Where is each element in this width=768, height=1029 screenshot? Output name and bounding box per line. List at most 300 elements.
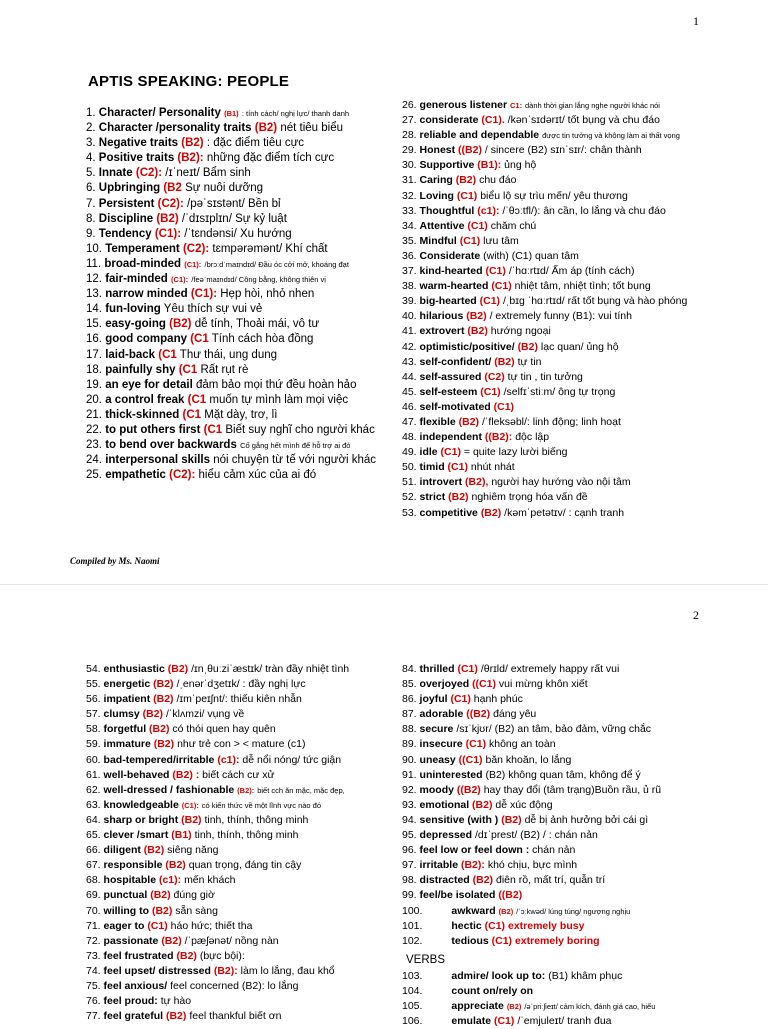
entry-level: (C1) <box>491 280 512 293</box>
entry-term: uninterested <box>419 768 483 781</box>
vocab-entry <box>402 737 708 752</box>
entry-term: emulate <box>451 1015 492 1028</box>
entry-definition: nét tiêu biểu <box>280 122 344 135</box>
entry-definition: Sự nuôi dưỡng <box>185 182 263 195</box>
vocab-entry <box>86 949 396 964</box>
entry-number: 64. <box>86 813 101 826</box>
entry-level: (C1): <box>184 259 202 269</box>
entry-level: (B2) <box>506 1001 522 1011</box>
entry-level: (B2) <box>165 1010 187 1023</box>
entry-definition: /brɔːdˈmaɪndɪd/ Đầu óc cởi mở, khoáng đạt <box>204 259 349 269</box>
entry-level: ((C1) <box>458 753 483 766</box>
entry-definition: lạc quan/ ủng hộ <box>540 340 619 353</box>
entry-number: 74. <box>86 964 101 977</box>
entry-term: clumsy <box>103 708 140 721</box>
entry-level: (B2) <box>181 813 202 826</box>
vocab-entry <box>402 279 702 294</box>
entry-term: Upbringing <box>98 182 161 195</box>
entry-level: (C1) <box>467 219 488 232</box>
entry-term: joyful <box>419 693 448 706</box>
entry-definition: háo hức; thiết tha <box>170 919 253 932</box>
entry-level: ((B2): <box>484 431 513 444</box>
entry-level: (C1 <box>182 408 202 421</box>
vocab-entry <box>86 843 396 858</box>
entry-number: 66. <box>86 844 101 857</box>
vocab-entry <box>402 934 708 949</box>
vocab-entry <box>86 257 390 272</box>
entry-definition: Rất rụt rè <box>200 363 249 376</box>
entry-definition: làm lo lắng, đau khổ <box>240 964 335 977</box>
entry-term: self-motivated <box>419 400 491 413</box>
vocab-entry <box>86 979 396 994</box>
entry-definition: /θrɪld/ extremely happy rất vui <box>480 663 620 675</box>
vocab-entry <box>402 370 702 385</box>
entry-number: 9. <box>86 227 96 240</box>
entry-definition: tɛmpərəmənt/ Khí chất <box>212 242 328 255</box>
entry-term: well-dressed / fashionable <box>103 783 235 796</box>
entry-term: warm-hearted <box>419 280 489 293</box>
vocab-entry <box>402 430 702 445</box>
vocab-entry <box>86 768 396 783</box>
entry-number: 71. <box>86 919 101 932</box>
entry-definition: dễ nổi nóng/ tức giận <box>242 753 342 766</box>
entry-definition: /sɪˈkjʊr/ (B2) an tâm, bảo đảm, vững chắc <box>456 723 652 736</box>
entry-level: (B2) <box>501 813 522 826</box>
vocab-entry <box>402 294 702 309</box>
entry-number: 99. <box>402 889 417 902</box>
entry-term: idle <box>419 446 438 459</box>
vocab-entry <box>86 722 396 737</box>
entry-level: ((C1) <box>472 678 496 691</box>
entry-level: (C2): <box>157 197 184 210</box>
entry-definition: (with) (C1) quan tâm <box>483 249 579 262</box>
vocab-entry <box>86 813 396 828</box>
vocab-entry <box>86 212 390 227</box>
entry-term: responsible <box>103 859 163 872</box>
entry-definition: Thư thái, ung dung <box>179 348 278 361</box>
entry-term: Thoughtful <box>419 204 475 217</box>
entry-term: hospitable <box>103 874 157 887</box>
entry-definition: Yêu thích sự vui vẻ <box>163 303 263 316</box>
entry-definition: Hẹp hòi, nhỏ nhen <box>220 288 315 301</box>
entry-number: 33. <box>402 204 417 217</box>
entry-term: admire/ look up to: <box>451 969 546 982</box>
section-heading <box>402 949 708 969</box>
entry-number: 11. <box>86 257 102 270</box>
entry-number: 100. <box>402 904 423 917</box>
entry-term: thrilled <box>419 663 455 675</box>
vocab-entry <box>86 272 390 287</box>
vocab-entry <box>402 445 702 460</box>
vocab-entry <box>86 121 390 136</box>
entry-term: Discipline <box>98 212 154 225</box>
entry-term: generous listener <box>419 99 508 111</box>
entry-number: 45. <box>402 385 417 398</box>
entry-definition: nói chuyện từ tế với người khác <box>213 454 377 467</box>
entry-term: broad-minded <box>104 257 182 270</box>
entry-term: painfully shy <box>105 363 176 376</box>
entry-definition: biết cách cư xử <box>202 768 275 781</box>
entry-level: (B2) <box>151 904 173 917</box>
entry-number: 40. <box>402 310 417 323</box>
entry-definition: dễ bị ảnh hưởng bởi cái gì <box>524 813 649 826</box>
entry-number: 56. <box>86 693 101 706</box>
entry-definition: đảm bảo mọi thứ đều hoàn hảo <box>195 378 357 391</box>
vocab-entry <box>86 378 390 393</box>
entry-level: (B2) <box>156 212 179 225</box>
entry-definition: tinh, thính, thông minh <box>204 813 309 826</box>
vocab-entry <box>86 737 396 752</box>
page-number: 1 <box>693 14 699 28</box>
entry-definition: /ˈθɔːtfl/): ân cần, lo lắng và chu đáo <box>502 204 666 217</box>
vocab-entry <box>86 151 390 166</box>
vocab-entry <box>402 692 708 707</box>
entry-definition: biết cch ăn mặc, mặc đẹp, <box>257 785 345 795</box>
entry-level: ((B2) <box>456 783 481 796</box>
vocab-entry <box>86 783 396 798</box>
entry-number: 95. <box>402 829 417 842</box>
vocab-entry <box>86 798 396 813</box>
vocab-entry <box>402 753 708 768</box>
entry-number: 72. <box>86 934 101 947</box>
entry-number: 104. <box>402 984 423 997</box>
entry-definition: dễ xúc động <box>495 798 553 811</box>
entry-term: fun-loving <box>105 303 161 316</box>
entry-definition: khó chịu, bực mình <box>487 859 578 872</box>
entry-definition: hạnh phúc <box>473 693 523 706</box>
entry-term: sharp or bright <box>103 813 179 826</box>
entry-term: feel/be isolated <box>419 889 496 902</box>
entry-term: emotional <box>419 798 470 811</box>
entry-definition: có thói quen hay quên <box>172 723 276 736</box>
vocab-entry <box>86 873 396 888</box>
vocab-entry <box>402 873 708 888</box>
vocab-entry <box>402 707 708 722</box>
vocab-entry <box>402 98 702 113</box>
vocab-entry <box>86 136 390 151</box>
vocab-entry <box>86 348 390 363</box>
entry-number: 27. <box>402 114 417 127</box>
entry-definition: chu đáo <box>479 174 517 187</box>
entry-level: (C1 <box>190 333 209 346</box>
entry-term: to bend over backwards <box>105 439 237 452</box>
entry-term: willing to <box>103 904 150 917</box>
entry-definition: chăm chú <box>490 219 537 232</box>
entry-number: 67. <box>86 859 101 872</box>
entry-number: 84. <box>402 663 417 675</box>
entry-level: (C1). <box>481 114 505 127</box>
entry-term: an eye for detail <box>105 378 193 391</box>
vocab-entry <box>86 468 390 483</box>
entry-definition: /ˈhɑːrtɪd/ Ấm áp (tính cách) <box>508 265 635 278</box>
entry-term: feel anxious/ <box>103 979 168 992</box>
entry-level: (B2) <box>455 174 477 187</box>
entry-number: 90. <box>402 753 417 766</box>
entry-term: Tendency <box>98 227 152 240</box>
entry-level: (B2) <box>165 859 186 872</box>
vocab-entry <box>402 798 708 813</box>
entry-term: secure <box>419 723 454 736</box>
vocab-entry <box>86 858 396 873</box>
vocab-entry <box>86 438 390 453</box>
entry-level: (B2) <box>448 491 469 504</box>
entry-term: hectic <box>451 919 482 932</box>
entry-term: independent <box>419 431 482 444</box>
entry-definition: như trẻ con > < mature (c1) <box>177 738 306 751</box>
entry-definition: hiểu cảm xúc của ai đó <box>198 469 317 482</box>
vocab-entry <box>86 181 390 196</box>
entry-term: Mindful <box>419 234 457 247</box>
vocab-entry <box>86 828 396 843</box>
entry-term: insecure <box>419 738 463 751</box>
entry-level: (B1) <box>224 109 239 118</box>
vocab-entry <box>402 234 702 249</box>
entry-number: 73. <box>86 949 101 962</box>
entry-term: competitive <box>419 506 478 519</box>
entry-definition: /ˈɔːkwəd/ lúng túng/ ngượng nghịu <box>516 906 631 916</box>
entry-level: (B2) <box>176 949 197 962</box>
vocab-entry <box>402 662 708 677</box>
entry-term: forgetful <box>103 723 147 736</box>
entry-term: kind-hearted <box>419 265 483 278</box>
vocab-entry <box>402 264 702 279</box>
entry-level: (B2) <box>153 738 175 751</box>
entry-definition: /ˈtɛndənsi/ Xu hướng <box>184 227 292 240</box>
entry-definition: : tính cách/ nghị lực/ thanh danh <box>241 109 350 118</box>
entry-term: flexible <box>419 415 456 428</box>
entry-level: C1: <box>509 101 523 110</box>
entry-definition: Tính cách hòa đồng <box>211 333 314 346</box>
vocab-entry <box>86 919 396 934</box>
entry-term: Negative traits <box>98 137 179 150</box>
vocab-entry <box>86 408 390 423</box>
entry-definition: tự hào <box>160 995 192 1008</box>
vocab-entry <box>402 113 702 128</box>
entry-term: Attentive <box>419 219 465 232</box>
entry-definition: đáng yêu <box>493 708 537 721</box>
entry-term: laid-back <box>105 348 156 361</box>
entry-number: 44. <box>402 370 417 383</box>
entry-level: (B2) <box>458 415 480 428</box>
entry-term: thick-skinned <box>105 408 180 421</box>
entry-number: 36. <box>402 249 417 262</box>
entry-level: (B2) <box>149 723 170 736</box>
entry-definition: /kəmˈpetətɪv/ : cạnh tranh <box>504 506 625 519</box>
entry-level: (B2) <box>169 318 192 331</box>
vocab-list-right <box>402 98 702 521</box>
entry-definition: feel concerned (B2): lo lắng <box>170 979 299 992</box>
entry-number: 41. <box>402 325 417 338</box>
vocab-entry <box>402 1014 708 1029</box>
entry-number: 75. <box>86 979 101 992</box>
entry-number: 14. <box>86 303 102 316</box>
entry-definition: /kənˈsɪdərɪt/ tốt bụng và chu đáo <box>507 114 660 127</box>
entry-definition: hướng ngoại <box>490 325 551 338</box>
entry-level: (B2 <box>163 182 182 195</box>
entry-definition: ủng hộ <box>504 159 537 172</box>
entry-number: 88. <box>402 723 417 736</box>
entry-definition: (B2) không quan tâm, không để ý <box>485 768 641 781</box>
entry-definition: có kiến thức về một lĩnh vực nào đó <box>201 800 322 810</box>
entry-number: 24. <box>86 454 102 467</box>
entry-level: (C1) <box>493 400 515 413</box>
entry-term: easy-going <box>105 318 166 331</box>
entry-definition: siêng năng <box>167 844 219 857</box>
entry-number: 58. <box>86 723 101 736</box>
vocab-entry <box>86 1009 396 1024</box>
entry-definition: tự tin , tin tưởng <box>507 370 583 383</box>
entry-definition: muốn tự mình làm mọi việc <box>209 393 349 406</box>
entry-number: 30. <box>402 159 417 172</box>
entry-term: self-esteem <box>419 385 478 398</box>
entry-level: (B2): <box>177 152 204 165</box>
entry-level: (B2) <box>467 325 488 338</box>
entry-number: 3. <box>86 137 96 150</box>
entry-term: moody <box>419 783 454 796</box>
entry-term: narrow minded <box>105 288 188 301</box>
entry-level: (C1) <box>450 693 471 706</box>
entry-definition: /pəˈsɪstənt/ Bền bỉ <box>187 197 281 210</box>
entry-number: 103. <box>402 969 423 982</box>
entry-number: 98. <box>402 874 417 887</box>
entry-definition: /ɪmˈpeɪʃnt/: thiếu kiên nhẫn <box>176 693 302 706</box>
entry-definition: Biết suy nghĩ cho người khác <box>225 423 375 436</box>
entry-number: 22. <box>86 423 102 436</box>
entry-number: 8. <box>86 212 96 225</box>
entry-definition: /selfɪˈstiːm/ ông tự trọng <box>503 385 616 398</box>
vocab-entry <box>86 964 396 979</box>
entry-level: (C1 <box>187 393 207 406</box>
vocab-entry <box>402 843 708 858</box>
entry-definition: điên rồ, mất trí, quẫn trí <box>495 874 606 887</box>
entry-number: 6. <box>86 182 96 195</box>
entry-term: interpersonal skills <box>105 454 211 467</box>
entry-number: 5. <box>86 167 96 180</box>
entry-level: (C1) <box>456 189 478 202</box>
entry-level: (C1) <box>459 234 481 247</box>
vocab-entry <box>402 460 702 475</box>
entry-term: well-behaved <box>103 768 170 781</box>
entry-definition: sẵn sàng <box>175 904 218 917</box>
vocab-entry <box>402 158 702 173</box>
entry-number: 28. <box>402 129 417 142</box>
entry-level: (B2) : <box>172 768 200 781</box>
entry-number: 93. <box>402 798 417 811</box>
entry-definition: dễ tính, Thoải mái, vô tư <box>194 318 320 331</box>
entry-level: (B1) <box>171 829 192 842</box>
entry-number: 17. <box>86 348 102 361</box>
entry-term: Considerate <box>419 249 481 262</box>
page-2 <box>0 592 768 1028</box>
entry-number: 35. <box>402 234 417 247</box>
vocab-entry <box>402 355 702 370</box>
entry-term: bad-tempered/irritable <box>103 753 215 766</box>
entry-term: feel upset/ distressed <box>103 964 211 977</box>
entry-level: (B2): <box>460 859 485 872</box>
entry-definition: (B1) khâm phục <box>548 969 623 982</box>
vocab-entry <box>402 143 702 158</box>
entry-number: 60. <box>86 753 101 766</box>
vocab-entry <box>402 904 708 919</box>
vocab-entry <box>402 219 702 234</box>
vocab-entry <box>86 888 396 903</box>
entry-definition: /ˈemjuleɪt/ tranh đua <box>517 1015 612 1028</box>
entry-number: 101. <box>402 919 423 932</box>
entry-term: hilarious <box>419 310 464 323</box>
vocab-entry <box>86 662 396 677</box>
entry-definition: băn khoăn, lo lắng <box>485 753 572 766</box>
entry-term: awkward <box>451 904 496 917</box>
entry-level: (C1 <box>178 363 198 376</box>
entry-definition: những đặc điểm tích cực <box>206 152 335 165</box>
entry-number: 63. <box>86 798 101 811</box>
vocab-entry <box>402 984 708 999</box>
vocab-entry <box>86 332 390 347</box>
entry-number: 105. <box>402 999 423 1012</box>
vocab-entry <box>86 287 390 302</box>
entry-definition: không an toàn <box>489 738 556 751</box>
entry-definition: / sincere (B2) sɪnˈsɪr/: chân thành <box>484 144 642 157</box>
entry-level: (C1 <box>158 348 177 361</box>
entry-definition: /ˈdɪsɪplɪn/ Sự kỷ luật <box>181 212 287 225</box>
vocab-entry <box>86 363 390 378</box>
entry-number: 31. <box>402 174 417 187</box>
entry-number: 106. <box>402 1015 423 1028</box>
entry-term: distracted <box>419 874 470 887</box>
section-heading-label: VERBS <box>406 953 445 966</box>
entry-level: (B2) <box>150 889 171 902</box>
entry-level: (B2) <box>494 355 515 368</box>
entry-term: depressed <box>419 829 473 842</box>
entry-term: timid <box>419 461 445 474</box>
entry-definition: lưu tâm <box>483 234 519 247</box>
vocab-entry <box>86 934 396 949</box>
entry-term: adorable <box>419 708 464 721</box>
entry-number: 51. <box>402 476 417 489</box>
entry-term: strict <box>419 491 446 504</box>
entry-number: 97. <box>402 859 417 872</box>
vocab-entry <box>86 106 390 121</box>
entry-definition: /dɪˈprest/ (B2) / : chán nản <box>474 829 598 842</box>
entry-term: eager to <box>103 919 145 932</box>
entry-number: 85. <box>402 678 417 691</box>
compiled-by: Compiled by Ms. Naomi <box>70 556 160 566</box>
entry-number: 59. <box>86 738 101 751</box>
entry-definition: nhiệt tâm, nhiệt tình; tốt bụng <box>514 280 651 293</box>
entry-definition: quan trọng, đáng tin cậy <box>188 859 302 872</box>
entry-number: 65. <box>86 829 101 842</box>
entry-number: 46. <box>402 400 417 413</box>
vocab-entry <box>402 128 702 143</box>
entry-level: (B2) <box>181 137 204 150</box>
vocab-entry <box>86 227 390 242</box>
vocab-entry <box>86 707 396 722</box>
entry-definition: vui mừng khôn xiết <box>498 678 588 691</box>
entry-number: 1. <box>86 107 96 119</box>
entry-term: feel proud: <box>103 995 158 1008</box>
entry-number: 87. <box>402 708 417 721</box>
entry-term: Honest <box>419 144 456 157</box>
entry-term: tedious <box>451 934 489 947</box>
entry-number: 39. <box>402 295 417 308</box>
entry-level: (B2) <box>498 906 514 916</box>
vocab-entry <box>402 828 708 843</box>
entry-level: (C1) <box>480 385 501 398</box>
entry-definition: / extremely funny (B1): vui tính <box>489 310 632 323</box>
vocab-entry <box>402 919 708 934</box>
entry-term: punctual <box>103 889 148 902</box>
entry-level: ((B2) <box>458 144 482 157</box>
